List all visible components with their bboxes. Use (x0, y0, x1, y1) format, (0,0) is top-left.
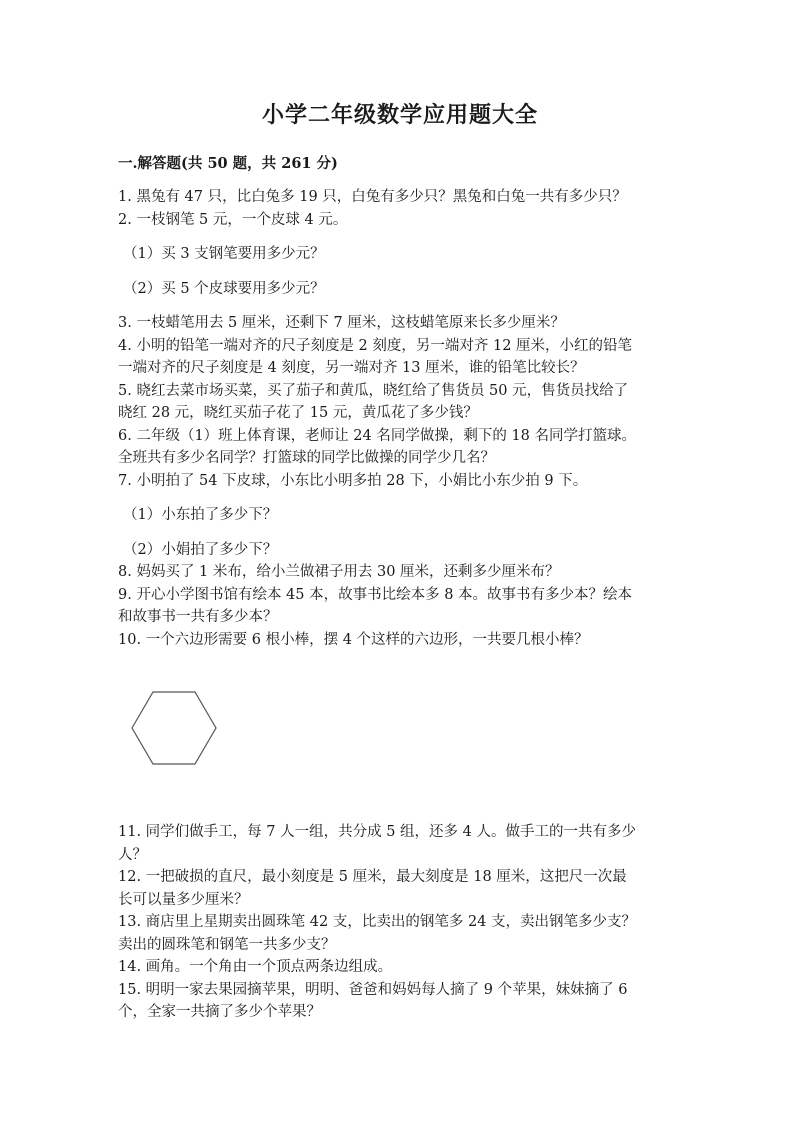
hexagon-shape (130, 689, 220, 769)
question-7-part-2: （2）小娟拍了多少下？ (123, 541, 278, 558)
question-13-line-1: 13. 商店里上星期卖出圆珠笔 42 支，比卖出的钢笔多 24 支，卖出钢笔多少支？ (118, 914, 637, 930)
question-5-line-2: 晓红 28 元，晓红买茄子花了 15 元，黄瓜花了多少钱？ (118, 405, 478, 421)
question-9-line-1: 9. 开心小学图书馆有绘本 45 本，故事书比绘本多 8 本。故事书有多少本？绘本 (118, 586, 633, 603)
question-12-line-1: 12. 一把破损的直尺，最小刻度是 5 厘米，最大刻度是 18 厘米，这把尺一次最 (118, 869, 627, 885)
question-8: 8. 妈妈买了 1 米布，给小兰做裙子用去 30 厘米，还剩多少厘米布？ (118, 564, 560, 580)
question-15-line-2: 个，全家一共摘了多少个苹果？ (118, 1004, 321, 1020)
question-2-part-2: （2）买 5 个皮球要用多少元？ (123, 280, 325, 297)
section-heading: 一.解答题(共 50 题，共 261 分) (118, 155, 338, 172)
question-9-line-2: 和故事书一共有多少本？ (118, 609, 278, 625)
question-11-line-1: 11. 同学们做手工，每 7 人一组，共分成 5 组，还多 4 人。做手工的一共有多少 (118, 824, 636, 840)
question-2: 2. 一枝钢笔 5 元，一个皮球 4 元。 (118, 211, 348, 228)
question-7: 7. 小明拍了 54 下皮球，小东比小明多拍 28 下，小娟比小东少拍 9 下。 (118, 472, 588, 489)
question-11-line-2: 人？ (118, 846, 147, 863)
question-6-line-2: 全班共有多少名同学？打篮球的同学比做操的同学少几名？ (118, 450, 495, 466)
question-4-line-2: 一端对齐的尺子刻度是 4 刻度，另一端对齐 13 厘米，谁的铅笔比较长？ (118, 360, 585, 376)
question-4-line-1: 4. 小明的铅笔一端对齐的尺子刻度是 2 刻度，另一端对齐 12 厘米，小红的铅笔 (118, 337, 633, 354)
question-15-line-1: 15. 明明一家去果园摘苹果，明明、爸爸和妈妈每人摘了 9 个苹果，妹妹摘了 6 (118, 981, 628, 998)
question-14: 14. 画角。一个角由一个顶点两条边组成。 (118, 959, 393, 975)
question-10: 10. 一个六边形需要 6 根小棒，摆 4 个这样的六边形，一共要几根小棒？ (118, 631, 589, 648)
question-7-part-1: （1）小东拍了多少下？ (123, 507, 278, 523)
question-5-line-1: 5. 晓红去菜市场买菜，买了茄子和黄瓜，晓红给了售货员 50 元，售货员找给了 (118, 382, 629, 399)
question-2-part-1: （1）买 3 支钢笔要用多少元？ (123, 246, 325, 262)
question-12-line-2: 长可以量多少厘米？ (118, 891, 249, 908)
hexagon-figure (118, 651, 684, 821)
question-6-line-1: 6. 二年级（1）班上体育课，老师让 24 名同学做操，剩下的 18 名同学打篮球。 (118, 427, 637, 444)
question-1: 1. 黑兔有 47 只，比白兔多 19 只，白兔有多少只？黑兔和白兔一共有多少只？ (118, 189, 627, 205)
question-list (118, 186, 684, 1024)
page-title: 小学二年级数学应用题大全 (261, 102, 538, 128)
question-13-line-2: 卖出的圆珠笔和钢笔一共多少支？ (118, 936, 336, 953)
question-3: 3. 一枝蜡笔用去 5 厘米，还剩下 7 厘米，这枝蜡笔原来长多少厘米？ (118, 315, 565, 331)
